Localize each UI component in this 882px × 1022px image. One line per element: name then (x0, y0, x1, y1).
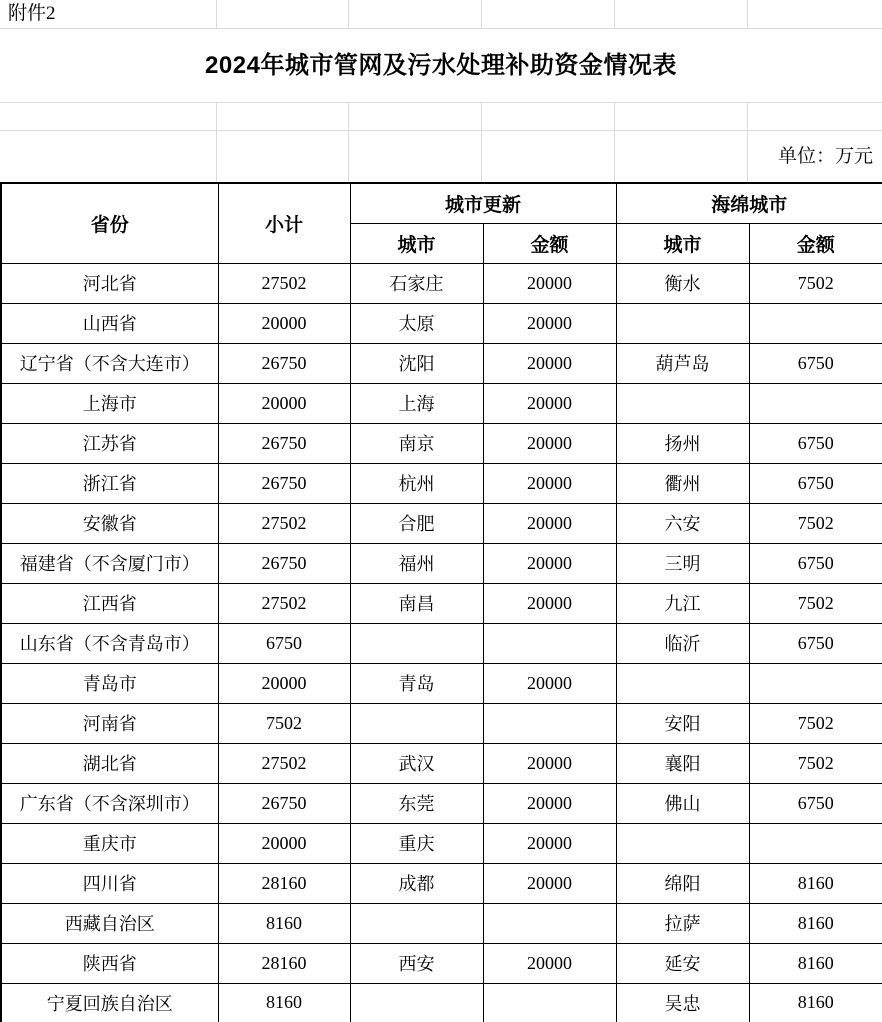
cell-urban-renewal-amount: 20000 (483, 423, 616, 463)
cell-sponge-city: 佛山 (616, 783, 749, 823)
cell-urban-renewal-amount: 20000 (483, 663, 616, 703)
cell-sponge-city: 衡水 (616, 263, 749, 303)
sheet-gridline (481, 0, 482, 28)
header-urban-renewal-amount: 金额 (483, 223, 616, 263)
cell-sponge-amount: 6750 (749, 423, 882, 463)
cell-province: 江西省 (1, 583, 218, 623)
cell-subtotal: 26750 (218, 423, 350, 463)
cell-urban-renewal-amount: 20000 (483, 543, 616, 583)
sheet-gridline (747, 0, 748, 28)
cell-sponge-city: 临沂 (616, 623, 749, 663)
table-row (1, 783, 882, 823)
sheet-gridline (0, 130, 882, 131)
cell-subtotal: 26750 (218, 463, 350, 503)
cell-sponge-amount: 6750 (749, 463, 882, 503)
cell-sponge-city: 九江 (616, 583, 749, 623)
cell-subtotal: 20000 (218, 823, 350, 863)
cell-sponge-amount: 8160 (749, 903, 882, 943)
header-sponge-city-group: 海绵城市 (616, 183, 882, 223)
cell-subtotal: 6750 (218, 623, 350, 663)
table-body (1, 263, 882, 1022)
cell-subtotal: 8160 (218, 903, 350, 943)
cell-urban-renewal-amount: 20000 (483, 463, 616, 503)
cell-sponge-amount: 8160 (749, 863, 882, 903)
cell-sponge-city: 拉萨 (616, 903, 749, 943)
cell-urban-renewal-city (350, 623, 483, 663)
page-title: 2024年城市管网及污水处理补助资金情况表 (205, 52, 677, 79)
table-row (1, 663, 882, 703)
cell-urban-renewal-amount (483, 703, 616, 743)
subsidy-table (0, 182, 882, 1022)
cell-subtotal: 26750 (218, 783, 350, 823)
cell-sponge-amount: 7502 (749, 583, 882, 623)
cell-subtotal: 20000 (218, 383, 350, 423)
sheet-gridline (348, 102, 349, 182)
cell-urban-renewal-amount: 20000 (483, 263, 616, 303)
cell-subtotal: 27502 (218, 503, 350, 543)
cell-subtotal: 28160 (218, 943, 350, 983)
cell-sponge-amount: 6750 (749, 543, 882, 583)
cell-urban-renewal-city: 太原 (350, 303, 483, 343)
sheet-gridline (614, 102, 615, 182)
table-row (1, 903, 882, 943)
cell-sponge-city: 安阳 (616, 703, 749, 743)
table-row (1, 303, 882, 343)
cell-sponge-city: 绵阳 (616, 863, 749, 903)
cell-province: 安徽省 (1, 503, 218, 543)
table-row (1, 463, 882, 503)
table-row (1, 943, 882, 983)
cell-urban-renewal-city: 杭州 (350, 463, 483, 503)
sheet-gridline (614, 0, 615, 28)
cell-urban-renewal-city: 南昌 (350, 583, 483, 623)
cell-urban-renewal-city: 成都 (350, 863, 483, 903)
header-row-group (1, 183, 882, 223)
cell-province: 上海市 (1, 383, 218, 423)
cell-sponge-city: 三明 (616, 543, 749, 583)
unit-label: 单位：万元 (777, 146, 873, 167)
cell-subtotal: 27502 (218, 263, 350, 303)
cell-sponge-city: 延安 (616, 943, 749, 983)
sheet-gridline (481, 102, 482, 182)
cell-urban-renewal-city: 东莞 (350, 783, 483, 823)
cell-sponge-amount (749, 383, 882, 423)
cell-urban-renewal-amount (483, 903, 616, 943)
cell-urban-renewal-city (350, 903, 483, 943)
cell-province: 宁夏回族自治区 (1, 983, 218, 1022)
attachment-label: 附件2 (8, 3, 56, 24)
cell-province: 陕西省 (1, 943, 218, 983)
header-sponge-city-city: 城市 (616, 223, 749, 263)
cell-urban-renewal-city: 福州 (350, 543, 483, 583)
cell-sponge-city: 葫芦岛 (616, 343, 749, 383)
header-urban-renewal-city: 城市 (350, 223, 483, 263)
cell-urban-renewal-city: 青岛 (350, 663, 483, 703)
table-row (1, 983, 882, 1022)
cell-province: 四川省 (1, 863, 218, 903)
cell-sponge-city (616, 823, 749, 863)
cell-urban-renewal-amount: 20000 (483, 343, 616, 383)
cell-urban-renewal-amount: 20000 (483, 743, 616, 783)
cell-sponge-amount: 8160 (749, 943, 882, 983)
cell-subtotal: 28160 (218, 863, 350, 903)
cell-subtotal: 20000 (218, 303, 350, 343)
header-province: 省份 (1, 183, 218, 263)
sheet-gridline (216, 102, 217, 182)
table-row (1, 703, 882, 743)
header-subtotal: 小计 (218, 183, 350, 263)
cell-province: 湖北省 (1, 743, 218, 783)
cell-urban-renewal-amount (483, 623, 616, 663)
cell-sponge-city: 衢州 (616, 463, 749, 503)
cell-urban-renewal-amount: 20000 (483, 303, 616, 343)
cell-subtotal: 20000 (218, 663, 350, 703)
cell-urban-renewal-city: 上海 (350, 383, 483, 423)
cell-province: 青岛市 (1, 663, 218, 703)
header-sponge-city-amount: 金额 (749, 223, 882, 263)
cell-province: 江苏省 (1, 423, 218, 463)
table-row (1, 543, 882, 583)
cell-sponge-amount: 7502 (749, 263, 882, 303)
header-urban-renewal-group: 城市更新 (350, 183, 616, 223)
cell-province: 西藏自治区 (1, 903, 218, 943)
cell-urban-renewal-city: 沈阳 (350, 343, 483, 383)
cell-urban-renewal-city (350, 983, 483, 1022)
cell-sponge-city: 襄阳 (616, 743, 749, 783)
table-row (1, 743, 882, 783)
cell-sponge-city: 六安 (616, 503, 749, 543)
cell-urban-renewal-city: 南京 (350, 423, 483, 463)
cell-sponge-city (616, 663, 749, 703)
cell-sponge-amount: 6750 (749, 343, 882, 383)
sheet-gridline (216, 0, 217, 28)
cell-subtotal: 27502 (218, 583, 350, 623)
cell-province: 山西省 (1, 303, 218, 343)
table-row (1, 623, 882, 663)
sheet-gridline (747, 102, 748, 182)
sheet-gridline (348, 0, 349, 28)
cell-urban-renewal-amount: 20000 (483, 583, 616, 623)
cell-sponge-amount (749, 663, 882, 703)
table-row (1, 583, 882, 623)
table-row (1, 263, 882, 303)
cell-urban-renewal-city (350, 703, 483, 743)
cell-sponge-amount (749, 823, 882, 863)
cell-subtotal: 7502 (218, 703, 350, 743)
cell-urban-renewal-city: 合肥 (350, 503, 483, 543)
cell-urban-renewal-amount (483, 983, 616, 1022)
cell-province: 重庆市 (1, 823, 218, 863)
cell-province: 山东省（不含青岛市） (1, 623, 218, 663)
cell-urban-renewal-city: 重庆 (350, 823, 483, 863)
table-row (1, 503, 882, 543)
table-row (1, 823, 882, 863)
cell-subtotal: 27502 (218, 743, 350, 783)
cell-sponge-city (616, 383, 749, 423)
cell-subtotal: 26750 (218, 343, 350, 383)
cell-province: 辽宁省（不含大连市） (1, 343, 218, 383)
cell-urban-renewal-amount: 20000 (483, 863, 616, 903)
cell-province: 浙江省 (1, 463, 218, 503)
cell-sponge-amount: 6750 (749, 783, 882, 823)
cell-province: 福建省（不含厦门市） (1, 543, 218, 583)
cell-sponge-amount (749, 303, 882, 343)
cell-province: 河南省 (1, 703, 218, 743)
cell-sponge-amount: 7502 (749, 743, 882, 783)
cell-subtotal: 8160 (218, 983, 350, 1022)
cell-sponge-amount: 6750 (749, 623, 882, 663)
cell-urban-renewal-amount: 20000 (483, 503, 616, 543)
cell-sponge-amount: 7502 (749, 503, 882, 543)
cell-sponge-amount: 7502 (749, 703, 882, 743)
table-header (1, 183, 882, 263)
cell-urban-renewal-amount: 20000 (483, 823, 616, 863)
cell-urban-renewal-amount: 20000 (483, 943, 616, 983)
cell-urban-renewal-amount: 20000 (483, 383, 616, 423)
cell-sponge-city: 扬州 (616, 423, 749, 463)
cell-urban-renewal-city: 武汉 (350, 743, 483, 783)
cell-province: 河北省 (1, 263, 218, 303)
table-row (1, 863, 882, 903)
table-row (1, 423, 882, 463)
table-row (1, 343, 882, 383)
table-row (1, 383, 882, 423)
cell-sponge-city: 吴忠 (616, 983, 749, 1022)
cell-sponge-city (616, 303, 749, 343)
cell-subtotal: 26750 (218, 543, 350, 583)
cell-province: 广东省（不含深圳市） (1, 783, 218, 823)
cell-urban-renewal-city: 西安 (350, 943, 483, 983)
cell-urban-renewal-amount: 20000 (483, 783, 616, 823)
cell-sponge-amount: 8160 (749, 983, 882, 1022)
cell-urban-renewal-city: 石家庄 (350, 263, 483, 303)
